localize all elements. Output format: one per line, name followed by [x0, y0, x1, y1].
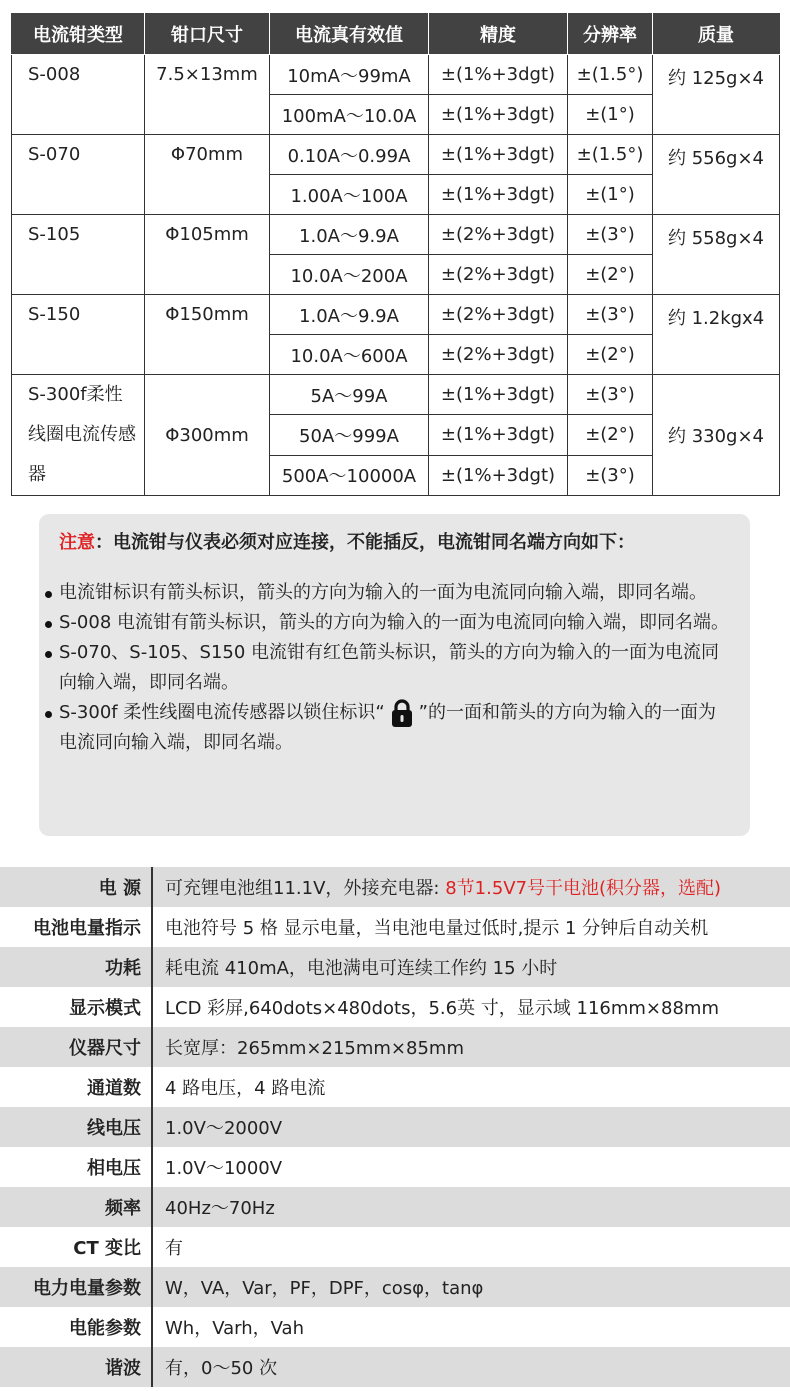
current-range: 100mA～10.0A [270, 95, 429, 135]
table-row [12, 215, 780, 255]
header-range: 电流真有效值 [270, 14, 429, 55]
spec-key: 仪器尺寸 [0, 1027, 152, 1067]
mass: 约 1.2kgx4 [653, 295, 780, 375]
resolution: ±(3°) [568, 455, 653, 495]
clamp-type: S-150 [12, 295, 145, 375]
list-item-text: 电流钳标识有箭头标识，箭头的方向为输入的一面为电流同向输入端，即同名端。 [59, 582, 707, 603]
accuracy: ±(1%+3dgt) [429, 135, 568, 175]
spec-value-highlight: 8节1.5V7号干电池(积分器，选配) [445, 878, 722, 899]
header-jaw: 钳口尺寸 [145, 14, 270, 55]
spec-key: 通道数 [0, 1067, 152, 1107]
current-range: 50A～999A [270, 415, 429, 455]
accuracy: ±(2%+3dgt) [429, 255, 568, 295]
accuracy: ±(1%+3dgt) [429, 175, 568, 215]
table-row [0, 1107, 790, 1147]
spec-key: 显示模式 [0, 987, 152, 1027]
list-item [45, 578, 732, 608]
resolution: ±(2°) [568, 335, 653, 375]
clamp-spec-table [11, 13, 780, 496]
resolution: ±(3°) [568, 375, 653, 415]
current-range: 1.00A～100A [270, 175, 429, 215]
current-range: 0.10A～0.99A [270, 135, 429, 175]
clamp-type: S-008 [12, 55, 145, 135]
spec-key: 线电压 [0, 1107, 152, 1147]
spec-value: 1.0V～1000V [165, 1158, 283, 1179]
table-row [12, 135, 780, 175]
accuracy: ±(1%+3dgt) [429, 415, 568, 455]
header-resolution: 分辨率 [568, 14, 653, 55]
mass: 约 558g×4 [653, 215, 780, 295]
spec-value: Wh，Varh，Vah [165, 1318, 304, 1339]
clamp-type: S-070 [12, 135, 145, 215]
table-row [0, 907, 790, 947]
list-item [45, 638, 732, 698]
clamp-type: S-105 [12, 215, 145, 295]
bullet-icon [45, 621, 52, 628]
spec-value: W，VA，Var，PF，DPF，cosφ，tanφ [152, 1267, 790, 1307]
table-row [0, 867, 790, 907]
table-row [0, 947, 790, 987]
current-range: 1.0A～9.9A [270, 215, 429, 255]
clamp-type: S-300f柔性线圈电流传感器 [12, 375, 145, 496]
spec-value: 电池符号 5 格 显示电量，当电池电量过低时,提示 1 分钟后自动关机 [165, 918, 709, 939]
current-range: 500A～10000A [270, 455, 429, 495]
list-item-text: S-300f 柔性线圈电流传感器以锁住标识“ [59, 702, 385, 723]
list-item-text: S-070、S-105、S150 电流钳有红色箭头标识，箭头的方向为输入的一面为电流同向输入端，即同名端。 [59, 642, 720, 693]
jaw-size: Φ150mm [145, 295, 270, 375]
table-row [0, 1307, 790, 1347]
header-accuracy: 精度 [429, 14, 568, 55]
current-range: 10.0A～200A [270, 255, 429, 295]
jaw-size: 7.5×13mm [145, 55, 270, 135]
spec-value: 40Hz～70Hz [152, 1187, 790, 1227]
device-spec-table [0, 867, 790, 1387]
resolution: ±(1°) [568, 175, 653, 215]
table-row [0, 987, 790, 1027]
resolution: ±(1°) [568, 95, 653, 135]
current-range: 10.0A～600A [270, 335, 429, 375]
current-range: 10mA～99mA [270, 55, 429, 95]
resolution: ±(2°) [568, 415, 653, 455]
list-item-text: S-008 电流钳有箭头标识，箭头的方向为输入的一面为电流同向输入端，即同名端。 [59, 612, 729, 633]
header-type: 电流钳类型 [12, 14, 145, 55]
resolution: ±(3°) [568, 295, 653, 335]
resolution: ±(1.5°) [568, 55, 653, 95]
table-row [0, 1067, 790, 1107]
accuracy: ±(1%+3dgt) [429, 375, 568, 415]
current-range: 5A～99A [270, 375, 429, 415]
spec-value: 1.0V～2000V [152, 1107, 790, 1147]
bullet-icon [45, 711, 52, 718]
spec-key: 电 源 [0, 867, 152, 907]
spec-value: 4 路电压，4 路电流 [165, 1078, 326, 1099]
spec-key: 相电压 [0, 1147, 152, 1187]
notice-title-text: ：电流钳与仪表必须对应连接，不能插反，电流钳同名端方向如下： [95, 532, 635, 553]
table-row [0, 1187, 790, 1227]
table-row [0, 1267, 790, 1307]
spec-value [152, 867, 790, 907]
accuracy: ±(1%+3dgt) [429, 95, 568, 135]
mass: 约 125g×4 [653, 55, 780, 135]
mass: 约 330g×4 [653, 375, 780, 496]
list-item [45, 608, 732, 638]
table-row [12, 55, 780, 95]
spec-key: CT 变比 [0, 1227, 152, 1267]
notice-list [45, 578, 732, 758]
bullet-icon [45, 591, 52, 598]
bullet-icon [45, 651, 52, 658]
spec-value: 有 [165, 1238, 183, 1259]
current-range: 1.0A～9.9A [270, 295, 429, 335]
spec-value: LCD 彩屏,640dots×480dots，5.6英 寸，显示域 116mm×88mm [165, 998, 719, 1019]
notice-label: 注意 [59, 532, 95, 553]
table-row [12, 295, 780, 335]
spec-value-text: 可充锂电池组11.1V，外接充电器: [165, 878, 446, 899]
mass: 约 556g×4 [653, 135, 780, 215]
table-row [0, 1027, 790, 1067]
accuracy: ±(2%+3dgt) [429, 295, 568, 335]
spec-key: 电力电量参数 [0, 1267, 152, 1307]
spec-key: 谐波 [0, 1347, 152, 1387]
accuracy: ±(1%+3dgt) [429, 455, 568, 495]
header-mass: 质量 [653, 14, 780, 55]
jaw-size: Φ300mm [145, 375, 270, 496]
spec-key: 功耗 [0, 947, 152, 987]
list-item-text-after: ”的一面和箭头的方向为输入的一面为电流同向输入端，即同名端。 [59, 702, 716, 753]
accuracy: ±(2%+3dgt) [429, 335, 568, 375]
spec-value: 长宽厚：265mm×215mm×85mm [152, 1027, 790, 1067]
clamp-table-header [12, 14, 780, 55]
resolution: ±(3°) [568, 215, 653, 255]
accuracy: ±(1%+3dgt) [429, 55, 568, 95]
list-item [45, 698, 732, 758]
resolution: ±(1.5°) [568, 135, 653, 175]
lock-icon [389, 698, 415, 728]
notice-title [59, 528, 732, 558]
table-row [0, 1347, 790, 1387]
table-row [12, 375, 780, 415]
resolution: ±(2°) [568, 255, 653, 295]
spec-key: 电能参数 [0, 1307, 152, 1347]
jaw-size: Φ105mm [145, 215, 270, 295]
spec-value: 有，0～50 次 [152, 1347, 790, 1387]
accuracy: ±(2%+3dgt) [429, 215, 568, 255]
spec-value: 耗电流 410mA，电池满电可连续工作约 15 小时 [152, 947, 790, 987]
table-row [0, 1147, 790, 1187]
spec-key: 频率 [0, 1187, 152, 1227]
jaw-size: Φ70mm [145, 135, 270, 215]
notice-box [39, 514, 750, 836]
spec-key: 电池电量指示 [0, 907, 152, 947]
table-row [0, 1227, 790, 1267]
